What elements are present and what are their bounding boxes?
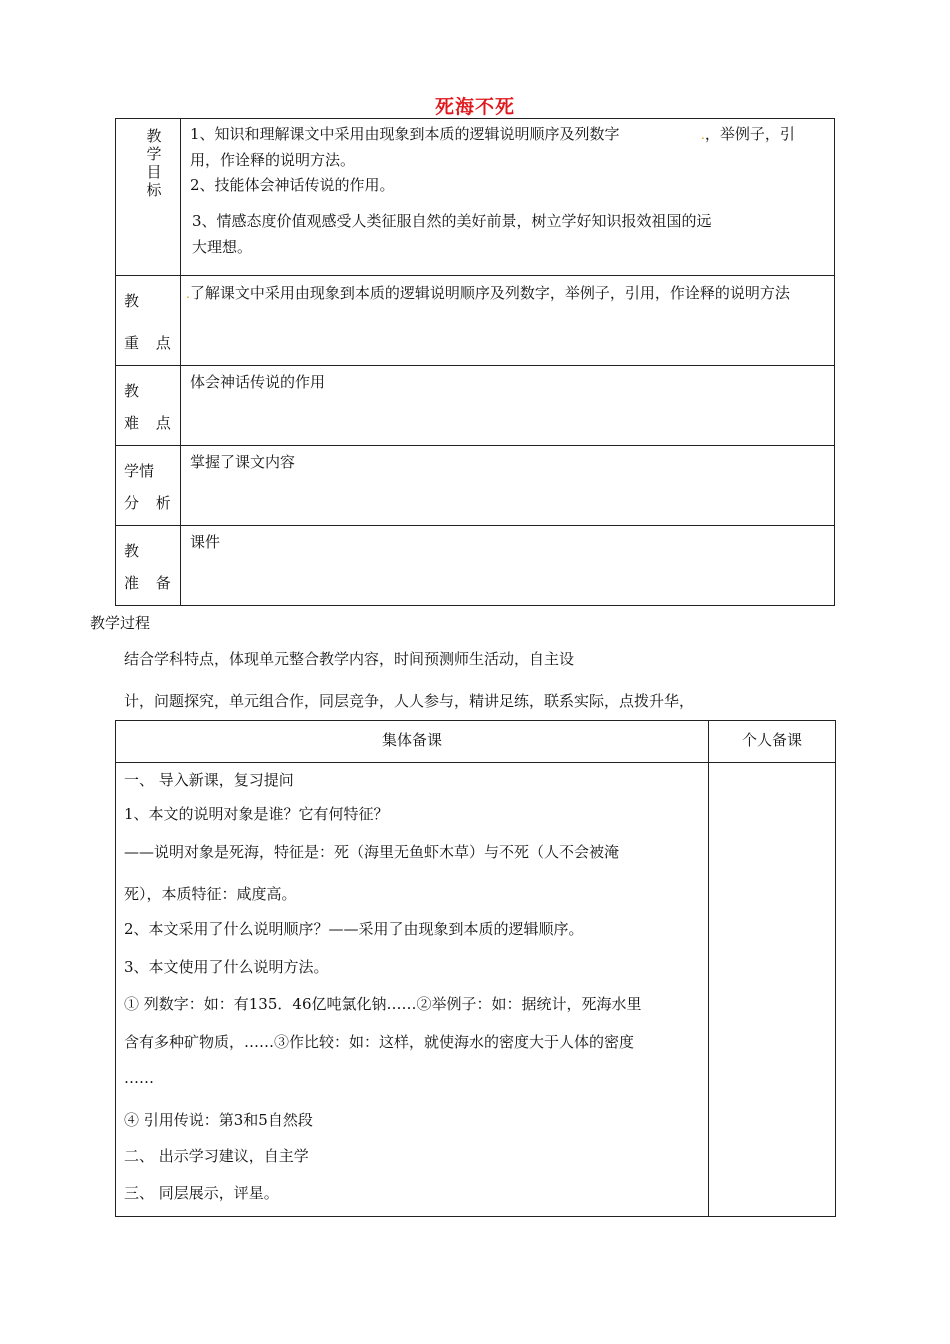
lesson-plan-table	[115, 118, 835, 606]
collective-prep-header: 集体备课	[381, 731, 442, 749]
lesson-item: 一、 导入新课，复习提问	[124, 771, 294, 789]
analysis-label	[116, 446, 181, 525]
column-divider	[708, 721, 709, 1216]
analysis-label-top: 学情	[124, 462, 155, 480]
lesson-item: 2、本文采用了什么说明顺序？——采用了由现象到本质的逻辑顺序。	[124, 920, 584, 938]
difficulties-row	[116, 366, 834, 446]
page-title: 死海不死	[434, 96, 515, 118]
objective-1-tail: ，举例子，引	[704, 125, 795, 143]
process-label: 教学过程	[90, 614, 151, 632]
lesson-item: 死），本质特征：咸度高。	[124, 885, 297, 903]
objectives-label	[116, 119, 181, 275]
analysis-label-bottom: 分 析	[124, 494, 177, 512]
lesson-item: ——说明对象是死海，特征是：死（海里无鱼虾木草）与不死（人不会被淹	[124, 843, 620, 861]
preparation-row	[116, 526, 834, 605]
lesson-item: ① 列数字：如：有135．46亿吨氯化钠……②举例子：如：据统计，死海水里	[124, 995, 642, 1013]
lesson-item: 二、 出示学习建议，自主学	[124, 1147, 309, 1165]
objective-3-text: 3、情感态度价值观感受人类征服自然的美好前景，树立学好知识报效祖国的远	[192, 212, 712, 230]
mark-dot: .	[701, 128, 705, 142]
lesson-process-table	[115, 720, 836, 1217]
key-points-row	[116, 276, 834, 366]
preparation-label-top: 教	[124, 542, 140, 560]
preparation-text: 课件	[190, 533, 221, 551]
key-points-label-bottom: 重 点	[124, 334, 177, 352]
objectives-label-char: 教	[146, 127, 162, 145]
process-line-2: 计，问题探究，单元组合作，同层竞争，人人参与，精讲足练，联系实际，点拨升华，	[124, 692, 695, 710]
process-line-1: 结合学科特点，体现单元整合教学内容，时间预测师生活动，自主设	[124, 650, 575, 668]
objective-3-text-line2: 大理想。	[192, 238, 253, 256]
objectives-label-char: 目	[146, 163, 162, 181]
personal-prep-header: 个人备课	[741, 731, 802, 749]
lesson-item: 三、 同层展示，评星。	[124, 1184, 279, 1202]
lesson-table-header	[116, 721, 835, 763]
difficulties-label-bottom: 难 点	[124, 414, 177, 432]
lesson-item: 3、本文使用了什么说明方法。	[124, 958, 329, 976]
lesson-item: ④ 引用传说：第3和5自然段	[124, 1111, 313, 1129]
lesson-item: 1、本文的说明对象是谁？它有何特征？	[124, 805, 389, 823]
preparation-label	[116, 526, 181, 605]
key-points-text	[186, 280, 814, 308]
mark-dot: .	[186, 287, 190, 301]
key-points-label-top: 教	[124, 292, 140, 310]
objectives-row	[116, 119, 834, 276]
objectives-label-char: 标	[146, 181, 162, 199]
key-points-content: 了解课文中采用由现象到本质的逻辑说明顺序及列数字，举例子，引用，作诠释的说明方法	[189, 284, 790, 302]
difficulties-label	[116, 366, 181, 445]
difficulties-label-top: 教	[124, 382, 140, 400]
objective-2-text: 2、技能体会神话传说的作用。	[190, 176, 395, 194]
analysis-row	[116, 446, 834, 526]
key-points-label	[116, 276, 181, 365]
lesson-item: ……	[124, 1069, 154, 1087]
preparation-label-bottom: 准 备	[124, 574, 177, 592]
analysis-text: 掌握了课文内容	[190, 453, 296, 471]
difficulties-text: 体会神话传说的作用	[190, 373, 326, 391]
objective-1-text-cont	[701, 123, 795, 144]
lesson-item: 含有多种矿物质，……③作比较：如：这样，就使海水的密度大于人体的密度	[124, 1033, 635, 1051]
objective-1-text-line2: 用，作诠释的说明方法。	[190, 151, 356, 169]
objectives-label-char: 学	[146, 145, 162, 163]
objective-1-text: 1、知识和理解课文中采用由现象到本质的逻辑说明顺序及列数字	[190, 125, 620, 143]
